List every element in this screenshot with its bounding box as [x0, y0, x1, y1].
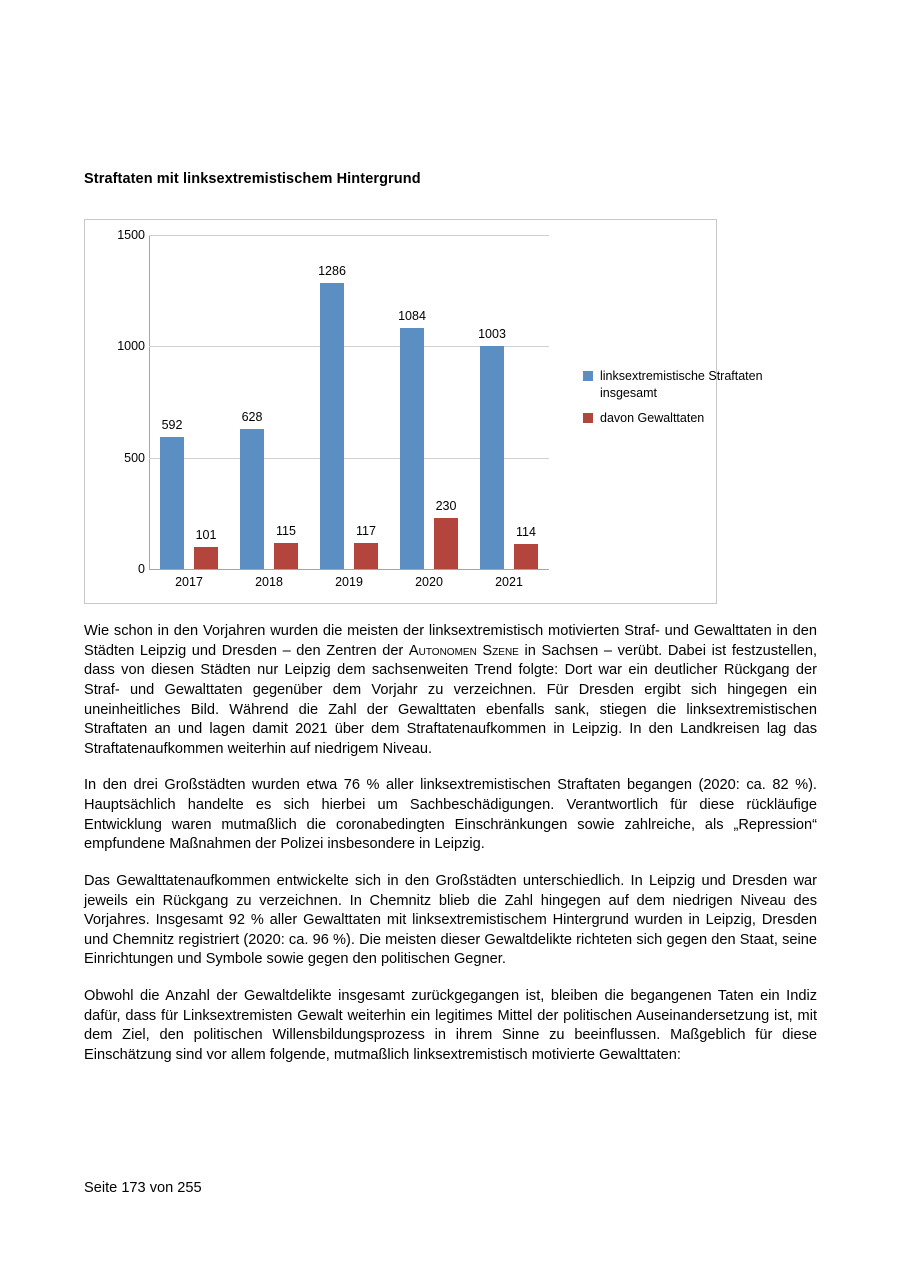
x-axis-tick-label: 2019 [335, 575, 363, 589]
bar-value-label: 1286 [318, 263, 346, 278]
bar-value-label: 114 [516, 524, 536, 539]
bar-value-label: 101 [195, 527, 217, 542]
y-axis-tick-label: 1500 [117, 228, 145, 242]
body-text [84, 622, 817, 1066]
legend-swatch-icon [583, 413, 593, 423]
page-title: Straftaten mit linksextremistischem Hintergrund [84, 171, 421, 187]
x-axis-tick-label: 2018 [255, 575, 283, 589]
gridline [149, 235, 549, 236]
chart-bar [160, 437, 184, 569]
legend-item [583, 368, 798, 402]
bar-value-label: 1084 [398, 308, 426, 323]
chart-bar [400, 328, 424, 569]
chart-bar [514, 544, 538, 569]
chart-bar [194, 547, 218, 569]
chart-bar [240, 429, 264, 569]
y-axis-tick-label: 0 [138, 562, 145, 576]
bar-value-label: 592 [161, 418, 183, 433]
x-axis-tick-label: 2020 [415, 575, 443, 589]
gridline [149, 569, 549, 570]
paragraph-1-part-b: in Sachsen – verübt. Dabei ist festzustellen, dass von diesen Städten nur Leipzig dem sachsenweiten Trend folgte: Dort war ein deutlicher Rückgang der Straf- und Gewalttaten gegenüber dem Vorjahr zu verzeichnen. Für Dresden ergibt sich hingegen ein uneinheitliches Bild. Während die Zahl der Gewalttaten ebenfalls sank, stiegen die linksextremistischen Straftaten an und lagen damit 2021 über dem Straftatenaufkommen in Leipzig. In den Landkreisen lag das Straftatenaufkommen weiterhin auf niedrigem Niveau. [84, 642, 818, 757]
paragraph-1 [84, 622, 817, 759]
chart-bar [274, 543, 298, 569]
x-axis-tick-label: 2017 [175, 575, 203, 589]
paragraph-1-smallcaps: Autonomen Szene [408, 642, 519, 659]
page-footer: Seite 173 von 255 [84, 1180, 202, 1196]
legend-label: davon Gewalttaten [600, 410, 705, 425]
chart-bar [434, 518, 458, 569]
bar-value-label: 117 [356, 523, 376, 538]
y-axis-tick-label: 1000 [117, 339, 145, 354]
chart-legend [583, 368, 798, 435]
y-axis-tick-label: 500 [124, 450, 145, 465]
chart-plot-area [117, 228, 549, 589]
bar-value-label: 628 [241, 410, 263, 425]
bar-value-label: 115 [276, 524, 296, 539]
bar-value-label: 230 [435, 498, 457, 513]
legend-swatch-icon [583, 371, 593, 381]
paragraph-2: In den drei Großstädten wurden etwa 76 % aller linksextremistischen Straftaten begangen (2020: ca. 82 %). Hauptsächlich handelte es sich hierbei um Sachbeschädigungen. Verantwortlich für diese rückläufige Entwicklung waren mutmaßlich die coronabedingten Einschränkungen sowie zahlreiche, als „Repression“ empfundene Maßnahmen der Polizei insbesondere in Leipzig. [84, 777, 817, 853]
paragraph-1-part-a: Wie schon in den Vorjahren wurden die meisten der linksextremistisch motivierten Straf- und Gewalttaten in den Städten Leipzig und Dresden – den Zentren der [84, 623, 817, 659]
bar-value-label: 1003 [478, 326, 506, 341]
paragraph-3: Das Gewalttatenaufkommen entwickelte sich in den Großstädten unterschiedlich. In Leipzig und Dresden war jeweils ein Rückgang zu verzeichnen. In Chemnitz blieb die Zahl hingegen auf dem niedrigen Niveau des Vorjahres. Insgesamt 92 % aller Gewalttaten mit linksextremistischem Hintergrund wurden in Leipzig, Dresden und Chemnitz registriert (2020: ca. 96 %). Die meisten dieser Gewaltdelikte richteten sich gegen den Staat, seine Einrichtungen und Symbole sowie gegen den politischen Gegner. [84, 872, 817, 968]
x-axis-tick-label: 2021 [495, 575, 523, 589]
legend-label: linksextremistische Straftaten insgesamt [600, 369, 763, 400]
chart-bar [354, 543, 378, 569]
paragraph-4: Obwohl die Anzahl der Gewaltdelikte insgesamt zurückgegangen ist, bleiben die begangenen Taten ein Indiz dafür, dass für Linksextremisten Gewalt weiterhin ein legitimes Mittel der politischen Auseinandersetzung ist, mit dem Ziel, den politischen Willensbildungsprozess in ihrem Sinne zu beeinflussen. Maßgeblich für diese Einschätzung sind vor allem folgende, mutmaßlich linksextremistisch motivierte Gewalttaten: [84, 988, 817, 1063]
bar-chart [84, 219, 763, 604]
legend-item [583, 410, 798, 427]
